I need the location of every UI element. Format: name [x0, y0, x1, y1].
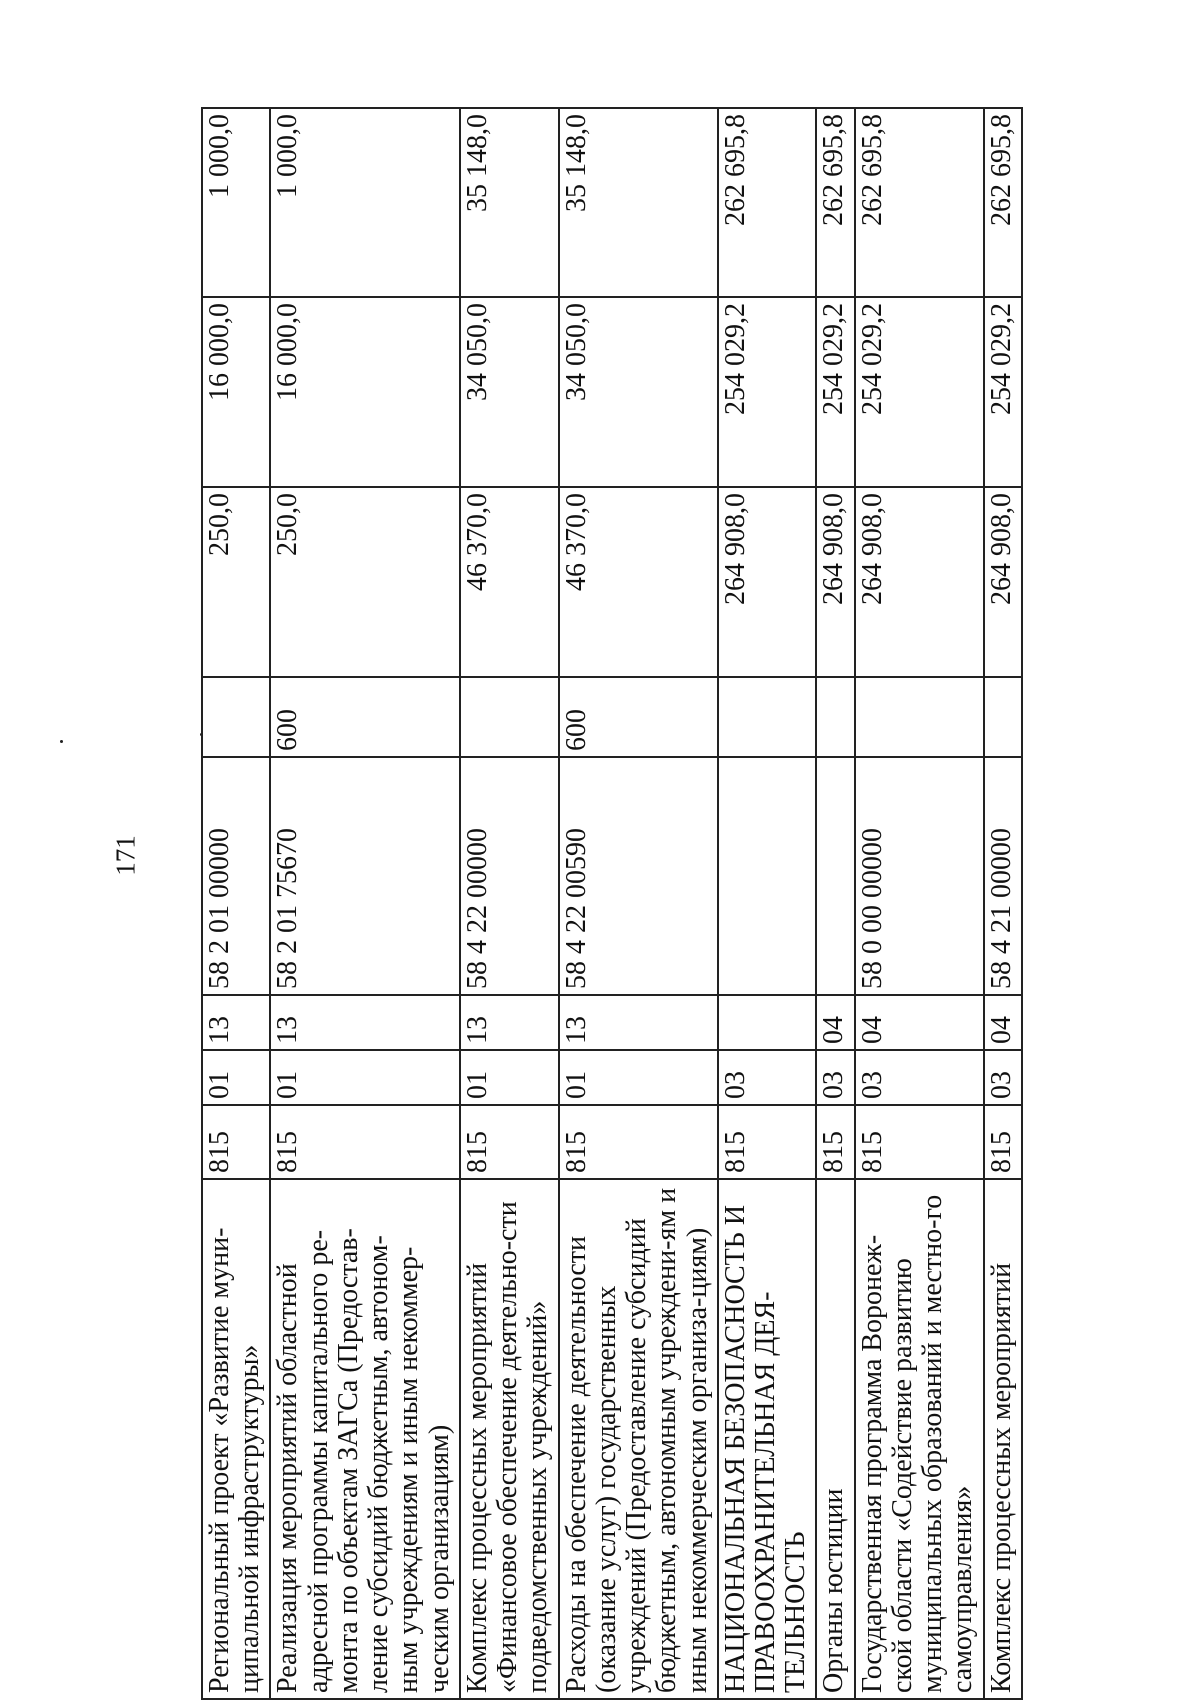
target-article-cell — [718, 757, 817, 995]
section-code-cell: 01 — [270, 1050, 459, 1105]
budget-table — [201, 107, 1023, 1700]
page-number: 171 — [110, 835, 141, 876]
amount-year2-cell: 254 029,2 — [816, 297, 854, 487]
expense-type-cell: 600 — [559, 677, 718, 757]
target-article-cell — [816, 757, 854, 995]
ministry-code-cell: 815 — [816, 1105, 854, 1179]
table-row — [855, 108, 984, 1699]
expense-type-cell — [718, 677, 817, 757]
target-article-cell: 58 2 01 75670 — [270, 757, 459, 995]
amount-year3-cell: 35 148,0 — [460, 108, 559, 297]
amount-year1-cell: 250,0 — [202, 487, 270, 677]
section-code-cell: 03 — [855, 1050, 984, 1105]
target-article-cell: 58 0 00 00000 — [855, 757, 984, 995]
amount-year3-cell: 262 695,8 — [816, 108, 854, 297]
target-article-cell: 58 4 22 00590 — [559, 757, 718, 995]
expense-type-cell — [855, 677, 984, 757]
amount-year3-cell: 262 695,8 — [984, 108, 1022, 297]
amount-year3-cell: 35 148,0 — [559, 108, 718, 297]
row-name-cell: НАЦИОНАЛЬНАЯ БЕЗОПАСНОСТЬ И ПРАВООХРАНИТЕЛЬНАЯ ДЕЯ-ТЕЛЬНОСТЬ — [718, 1179, 817, 1699]
budget-table-container — [201, 109, 1101, 1700]
row-name-cell: Государственная программа Воронеж-ской области «Содействие развитию муниципальных образований и местно-го самоуправления» — [855, 1179, 984, 1699]
section-code-cell: 01 — [460, 1050, 559, 1105]
ministry-code-cell: 815 — [559, 1105, 718, 1179]
subsection-code-cell: 04 — [816, 995, 854, 1050]
amount-year1-cell: 46 370,0 — [559, 487, 718, 677]
subsection-code-cell: 04 — [855, 995, 984, 1050]
ministry-code-cell: 815 — [855, 1105, 984, 1179]
expense-type-cell — [816, 677, 854, 757]
table-row — [270, 108, 459, 1699]
subsection-code-cell — [718, 995, 817, 1050]
ministry-code-cell: 815 — [984, 1105, 1022, 1179]
row-name-cell: Реализация мероприятий областной адресной программы капитального ре-монта по объектам ЗАГСа (Предостав-ление субсидий бюджетным, автоном-ным учреждениям и иным некоммер-ческим организациям) — [270, 1179, 459, 1699]
subsection-code-cell: 13 — [559, 995, 718, 1050]
section-code-cell: 01 — [202, 1050, 270, 1105]
scan-speck — [60, 740, 63, 743]
row-name-cell: Региональный проект «Развитие муни-ципальной инфраструктуры» — [202, 1179, 270, 1699]
amount-year1-cell: 264 908,0 — [984, 487, 1022, 677]
expense-type-cell — [460, 677, 559, 757]
amount-year1-cell: 264 908,0 — [855, 487, 984, 677]
amount-year2-cell: 34 050,0 — [559, 297, 718, 487]
expense-type-cell — [202, 677, 270, 757]
amount-year2-cell: 16 000,0 — [202, 297, 270, 487]
amount-year1-cell: 250,0 — [270, 487, 459, 677]
amount-year1-cell: 264 908,0 — [816, 487, 854, 677]
section-code-cell: 03 — [816, 1050, 854, 1105]
target-article-cell: 58 4 22 00000 — [460, 757, 559, 995]
subsection-code-cell: 04 — [984, 995, 1022, 1050]
amount-year2-cell: 254 029,2 — [718, 297, 817, 487]
table-row — [202, 108, 270, 1699]
target-article-cell: 58 2 01 00000 — [202, 757, 270, 995]
amount-year3-cell: 1 000,0 — [202, 108, 270, 297]
amount-year2-cell: 254 029,2 — [984, 297, 1022, 487]
ministry-code-cell: 815 — [718, 1105, 817, 1179]
amount-year1-cell: 46 370,0 — [460, 487, 559, 677]
table-row — [816, 108, 854, 1699]
expense-type-cell — [984, 677, 1022, 757]
amount-year2-cell: 16 000,0 — [270, 297, 459, 487]
row-name-cell: Органы юстиции — [816, 1179, 854, 1699]
row-name-cell: Комплекс процессных мероприятий — [984, 1179, 1022, 1699]
table-row — [984, 108, 1022, 1699]
amount-year2-cell: 254 029,2 — [855, 297, 984, 487]
table-row — [460, 108, 559, 1699]
row-name-cell: Комплекс процессных мероприятий «Финансовое обеспечение деятельно-сти подведомственных учреждений» — [460, 1179, 559, 1699]
amount-year2-cell: 34 050,0 — [460, 297, 559, 487]
amount-year3-cell: 262 695,8 — [718, 108, 817, 297]
subsection-code-cell: 13 — [202, 995, 270, 1050]
section-code-cell: 01 — [559, 1050, 718, 1105]
target-article-cell: 58 4 21 00000 — [984, 757, 1022, 995]
amount-year3-cell: 262 695,8 — [855, 108, 984, 297]
section-code-cell: 03 — [984, 1050, 1022, 1105]
table-row — [559, 108, 718, 1699]
table-row — [718, 108, 817, 1699]
amount-year1-cell: 264 908,0 — [718, 487, 817, 677]
ministry-code-cell: 815 — [202, 1105, 270, 1179]
ministry-code-cell: 815 — [460, 1105, 559, 1179]
ministry-code-cell: 815 — [270, 1105, 459, 1179]
subsection-code-cell: 13 — [460, 995, 559, 1050]
section-code-cell: 03 — [718, 1050, 817, 1105]
subsection-code-cell: 13 — [270, 995, 459, 1050]
expense-type-cell: 600 — [270, 677, 459, 757]
row-name-cell: Расходы на обеспечение деятельности (оказание услуг) государственных учреждений (Предоставление субсидий бюджетным, автономным учреждени-ям и иным некоммерческим организа-циям) — [559, 1179, 718, 1699]
amount-year3-cell: 1 000,0 — [270, 108, 459, 297]
